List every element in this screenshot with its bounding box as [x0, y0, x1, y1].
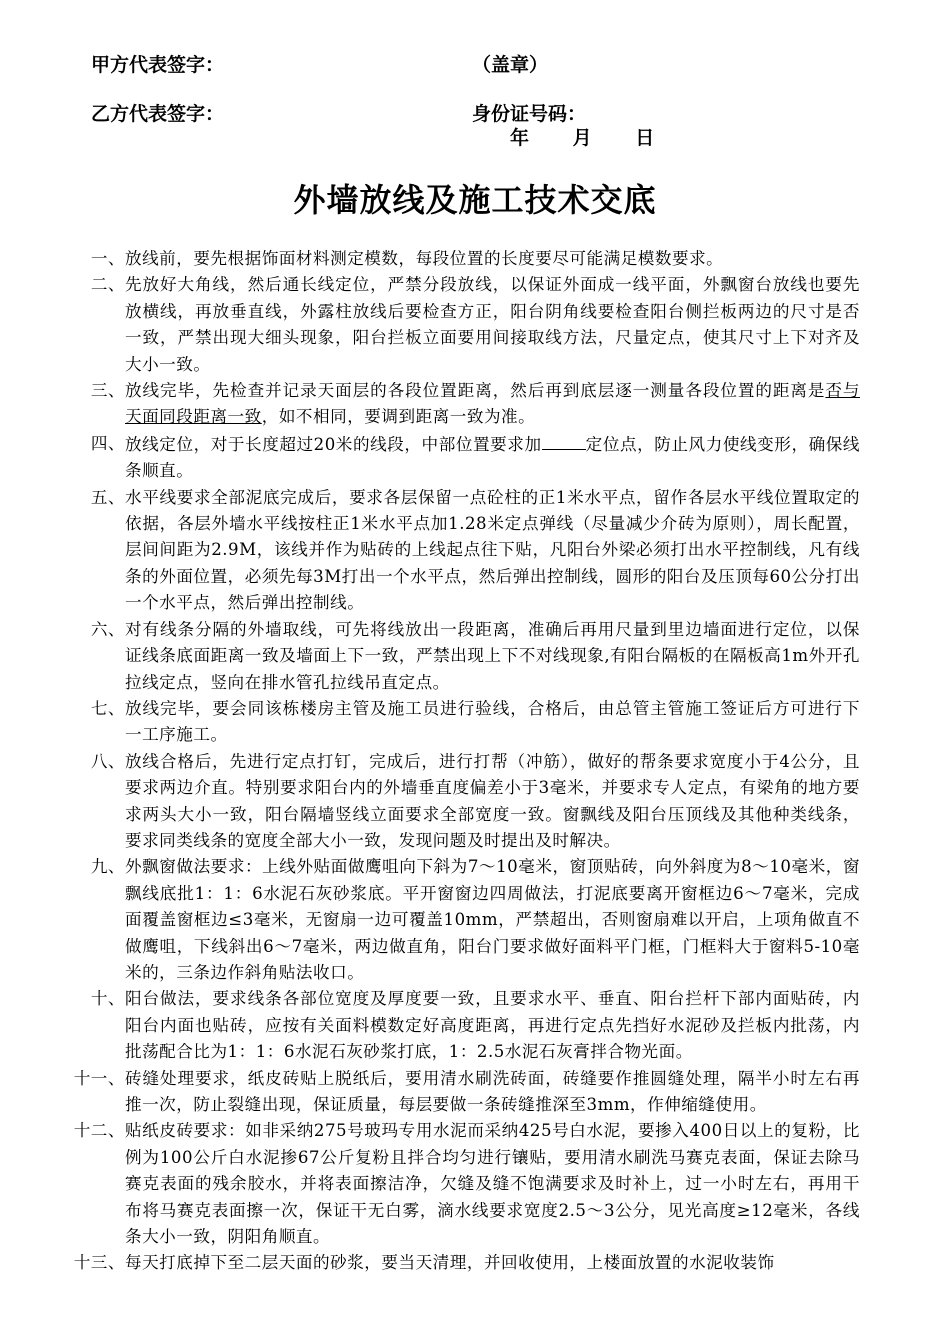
item-number: 十二、 [73, 1121, 125, 1141]
party-b-signature-label: 乙方代表签字： [91, 103, 225, 125]
item-text: 阳台做法，要求线条各部位宽度及厚度要一致，且要求水平、垂直、阳台拦杆下部内面贴砖，内阳台内面也贴砖，应按有关面料模数定好高度距离，再进行定点先挡好水泥砂及拦板内批荡，内批荡配合比为1：1：6水泥石灰砂浆打底，1：2.5水泥石灰膏拌合物光面。 [125, 989, 860, 1062]
item-number: 一、 [90, 249, 125, 268]
item-text: 放线完毕，要会同该栋楼房主管及施工员进行验线，合格后，由总管主管施工签证后方可进行下一工序施工。 [125, 698, 860, 745]
item-number: 十、 [90, 989, 125, 1009]
list-item [0, 1250, 860, 1276]
page-title: 外墙放线及施工技术交底 [293, 181, 657, 219]
list-item [0, 1066, 860, 1119]
item-text: 放线完毕，先检查并记录天面层的各段位置距离，然后再到底层逐一测量各段位置的距离是 [125, 381, 826, 401]
item-number: 二、 [90, 275, 125, 295]
item-text: 对有线条分隔的外墙取线，可先将线放出一段距离，准确后再用尺量到里边墙面进行定位，以保证线条底面距离一致及墙面上下一致，严禁出现上下不对线现象,有阳台隔板的在隔板高1m外开孔拉线定点，竖向在排水管孔拉线吊直定点。 [125, 619, 860, 692]
item-text: 水平线要求全部泥底完成后，要求各层保留一点砼柱的正1米水平点，留作各层水平线位置取定的依据，各层外墙水平线按柱正1米水平点加1.28米定点弹线（尽量减少介砖为原则），周长配置，层间间距为2.9M，该线并作为贴砖的上线起点往下贴，凡阳台外梁必须打出水平控制线，凡有线条的外面位置，必须先每3M打出一个水平点，然后弹出控制线，圆形的阳台及压顶每60公分打出一个水平点，然后弹出控制线。 [125, 487, 860, 613]
list-item [0, 696, 860, 749]
item-text: 定位点，防止风力使线变形，确保线条顺直。 [125, 434, 860, 481]
item-text: 贴纸皮砖要求：如非采纳275号玻玛专用水泥而采纳425号白水泥，要掺入400日以上的复粉，比例为100公斤白水泥掺67公斤复粉且拌合均匀进行镶贴，要用清水刷洗马赛克表面，保证去除马赛克表面的残余胶水，并将表面擦洁净，欠缝及缝不饱满要求及时补上，过一小时左右，再用干布将马赛克表面擦一次，保证干无白雾，滴水线要求宽度2.5～3公分，见光高度≥12毫米，各线条大小一致，阴阳角顺直。 [125, 1121, 860, 1247]
item-text: 外飘窗做法要求：上线外贴面做鹰咀向下斜为7～10毫米，窗顶贴砖，向外斜度为8～10毫米，窗飘线底批1：1：6水泥石灰砂浆底。平开窗窗边四周做法，打泥底要离开窗框边6～7毫米，完成面覆盖窗框边≤3毫米，无窗扇一边可覆盖10mm，严禁超出，否则窗扇难以开启，上项角做直不做鹰咀，下线斜出6～7毫米，两边做直角，阳台门要求做好面料平门框，门框料大于窗料5-10毫米的，三条边作斜角贴法收口。 [125, 857, 860, 982]
underlined-text: 否与天面同段距离一致 [125, 381, 861, 427]
list-item [0, 1118, 860, 1250]
id-number-label: 身份证号码： [472, 103, 587, 125]
item-number: 三、 [90, 381, 125, 401]
item-text: 砖缝处理要求，纸皮砖贴上脱纸后，要用清水刷洗砖面，砖缝要作推圆缝处理，隔半小时左右再推一次，防止裂缝出现，保证质量，每层要做一条砖缝推深至3mm，作伸缩缝使用。 [125, 1068, 860, 1114]
item-text: 每天打底掉下至二层天面的砂浆，要当天清理，并回收使用，上楼面放置的水泥收装饰 [125, 1253, 775, 1273]
item-text: 先放好大角线，然后通长线定位，严禁分段放线，以保证外面成一线平面，外飘窗台放线也要先放横线，再放垂直线，外露柱放线后要检查方正，阳台阴角线要检查阳台侧拦板两边的尺寸是否一致，严禁出现大细头现象，阳台拦板立面要用间接取线方法，尺量定点，使其尺寸上下对齐及大小一致。 [125, 275, 860, 374]
item-text: 放线定位，对于长度超过20米的线段，中部位置要求加 [125, 434, 542, 454]
item-number: 六、 [90, 619, 125, 639]
item-number: 九、 [90, 857, 125, 877]
item-number: 五、 [90, 487, 125, 507]
list-item [0, 617, 860, 696]
party-a-signature-label: 甲方代表签字： [91, 54, 225, 76]
list-item [0, 986, 860, 1065]
item-number: 十一、 [73, 1068, 125, 1088]
item-number: 十三、 [73, 1253, 125, 1273]
list-item [0, 272, 860, 378]
item-text: 放线合格后，先进行定点打钉，完成后，进行打帮（冲筋），做好的帮条要求宽度小于4公分，且要求两边介直。特别要求阳台内的外墙垂直度偏差小于3毫米，并要求专人定点，有梁角的地方要求两头大小一致，阳台隔墙竖线立面要求全部宽度一致。窗飘线及阳台压顶线及其他种类线条，要求同类线条的宽度全部大小一致，发现问题及时提出及时解决。 [125, 751, 860, 850]
list-item [0, 485, 860, 617]
seal-label: （盖章） [472, 54, 549, 76]
list-item [0, 749, 860, 855]
item-number: 四、 [90, 433, 125, 453]
fill-in-blank [542, 431, 586, 450]
list-item [0, 431, 860, 485]
list-item [0, 378, 860, 431]
item-text: ，如不相同，要调到距离一致为准。 [261, 407, 536, 427]
item-text: 放线前，要先根据饰面材料测定模数，每段位置的长度要尽可能满足模数要求。 [125, 249, 724, 268]
list-item [0, 854, 860, 986]
item-number: 七、 [90, 698, 125, 718]
item-number: 八、 [90, 751, 125, 771]
instruction-list [0, 246, 950, 1277]
list-item [0, 246, 860, 272]
date-label: 年 月 日 [510, 127, 661, 149]
